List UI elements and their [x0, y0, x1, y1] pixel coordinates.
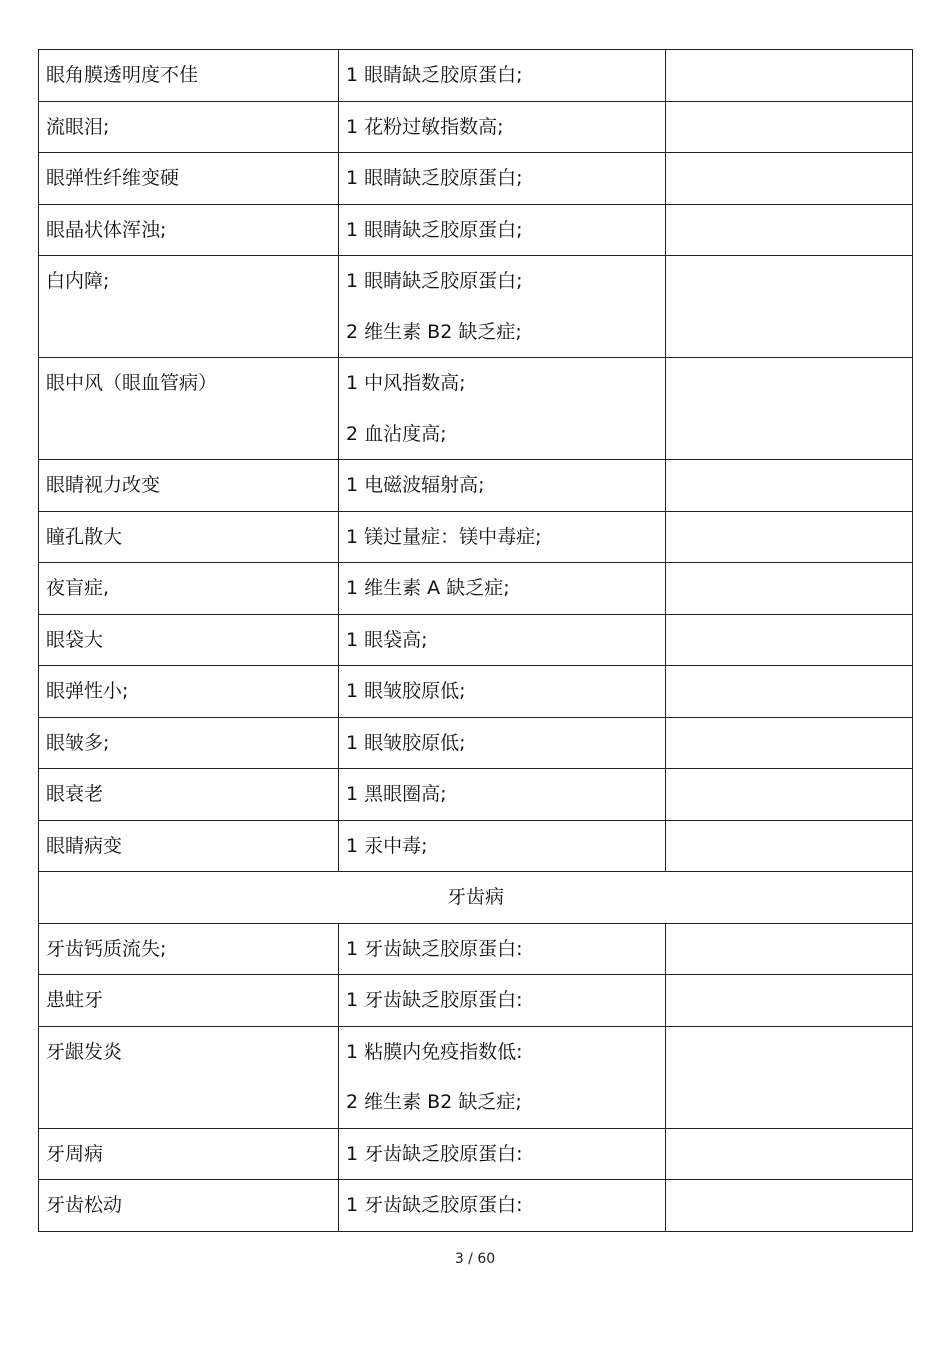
empty-cell	[666, 1180, 913, 1232]
cause-line: 1 眼皱胶原低;	[346, 731, 466, 754]
empty-cell	[666, 204, 913, 256]
cause-line: 1 眼皱胶原低;	[346, 680, 466, 702]
table-row	[39, 101, 913, 153]
cause-cell	[339, 358, 666, 460]
table-row	[39, 717, 913, 769]
page-number: 3 / 60	[454, 1251, 496, 1267]
cause-cell	[339, 666, 666, 718]
empty-cell	[666, 975, 913, 1027]
symptom-cell: 眼皱多;	[39, 717, 339, 769]
cause-line: 1 粘膜内免疫指数低:	[346, 1040, 523, 1063]
empty-cell	[666, 511, 913, 563]
symptom-cell: 瞳孔散大	[39, 511, 339, 563]
cause-cell	[339, 769, 666, 821]
empty-cell	[666, 50, 913, 102]
table-row	[39, 153, 913, 205]
symptom-cell: 白内障;	[39, 256, 339, 358]
cause-cell	[339, 923, 666, 975]
cause-line: 1 牙齿缺乏胶原蛋白:	[346, 1142, 523, 1165]
cause-cell	[339, 1128, 666, 1180]
empty-cell	[666, 717, 913, 769]
empty-cell	[666, 1128, 913, 1180]
table-row	[39, 460, 913, 512]
cause-line: 1 维生素 A 缺乏症;	[346, 577, 510, 599]
cause-line: 1 牙齿缺乏胶原蛋白:	[346, 989, 523, 1011]
empty-cell	[666, 614, 913, 666]
cause-cell	[339, 975, 666, 1027]
cause-line: 1 眼袋高;	[346, 628, 428, 651]
table-row	[39, 511, 913, 563]
cause-line: 1 眼睛缺乏胶原蛋白;	[346, 270, 523, 292]
symptom-cell: 牙齿松动	[39, 1180, 339, 1232]
cause-line: 1 电磁波辐射高;	[346, 474, 485, 496]
table-row	[39, 975, 913, 1027]
symptom-cell: 眼弹性小;	[39, 666, 339, 718]
table-row	[39, 1128, 913, 1180]
empty-cell	[666, 1026, 913, 1128]
symptom-cell: 眼中风（眼血管病）	[39, 358, 339, 460]
cause-cell	[339, 614, 666, 666]
symptom-cell: 眼睛视力改变	[39, 460, 339, 512]
empty-cell	[666, 101, 913, 153]
table-row	[39, 769, 913, 821]
cause-line: 1 汞中毒;	[346, 834, 428, 857]
symptom-cell: 流眼泪;	[39, 101, 339, 153]
table-row	[39, 923, 913, 975]
cause-line: 1 眼睛缺乏胶原蛋白;	[346, 218, 523, 241]
empty-cell	[666, 153, 913, 205]
cause-line: 2 维生素 B2 缺乏症;	[346, 320, 522, 343]
table-row	[39, 820, 913, 872]
cause-cell	[339, 511, 666, 563]
table-row	[39, 204, 913, 256]
cause-line: 1 眼睛缺乏胶原蛋白;	[346, 64, 523, 86]
section-row	[39, 872, 913, 924]
empty-cell	[666, 256, 913, 358]
table-row	[39, 358, 913, 460]
empty-cell	[666, 460, 913, 512]
symptom-cell: 牙齿钙质流失;	[39, 923, 339, 975]
section-title: 牙齿病	[39, 872, 913, 924]
table-row	[39, 256, 913, 358]
cause-line: 1 花粉过敏指数高;	[346, 115, 504, 138]
symptom-cell: 眼角膜透明度不佳	[39, 50, 339, 102]
symptom-cell: 夜盲症,	[39, 563, 339, 615]
empty-cell	[666, 563, 913, 615]
cause-line: 2 维生素 B2 缺乏症;	[346, 1091, 522, 1113]
cause-cell	[339, 460, 666, 512]
symptom-table	[38, 49, 913, 1232]
empty-cell	[666, 666, 913, 718]
table-row	[39, 50, 913, 102]
cause-cell	[339, 820, 666, 872]
cause-line: 1 牙齿缺乏胶原蛋白:	[346, 937, 523, 960]
symptom-cell: 牙周病	[39, 1128, 339, 1180]
cause-cell	[339, 717, 666, 769]
empty-cell	[666, 820, 913, 872]
cause-line: 1 眼睛缺乏胶原蛋白;	[346, 167, 523, 189]
cause-line: 1 牙齿缺乏胶原蛋白:	[346, 1194, 523, 1216]
table-row	[39, 614, 913, 666]
table-row	[39, 563, 913, 615]
symptom-cell: 眼睛病变	[39, 820, 339, 872]
cause-cell	[339, 153, 666, 205]
symptom-cell: 眼晶状体浑浊;	[39, 204, 339, 256]
cause-cell	[339, 563, 666, 615]
cause-cell	[339, 1180, 666, 1232]
cause-line: 1 黑眼圈高;	[346, 783, 447, 805]
cause-cell	[339, 50, 666, 102]
table-row	[39, 1180, 913, 1232]
symptom-cell: 患蛀牙	[39, 975, 339, 1027]
symptom-cell: 眼袋大	[39, 614, 339, 666]
symptom-cell: 牙龈发炎	[39, 1026, 339, 1128]
cause-line: 2 血沾度高;	[346, 422, 447, 445]
cause-line: 1 中风指数高;	[346, 372, 466, 394]
symptom-cell: 眼弹性纤维变硬	[39, 153, 339, 205]
empty-cell	[666, 358, 913, 460]
cause-line: 1 镁过量症：镁中毒症;	[346, 525, 542, 548]
symptom-cell: 眼衰老	[39, 769, 339, 821]
empty-cell	[666, 769, 913, 821]
empty-cell	[666, 923, 913, 975]
table-row	[39, 1026, 913, 1128]
table-row	[39, 666, 913, 718]
cause-cell	[339, 101, 666, 153]
cause-cell	[339, 1026, 666, 1128]
cause-cell	[339, 256, 666, 358]
cause-cell	[339, 204, 666, 256]
